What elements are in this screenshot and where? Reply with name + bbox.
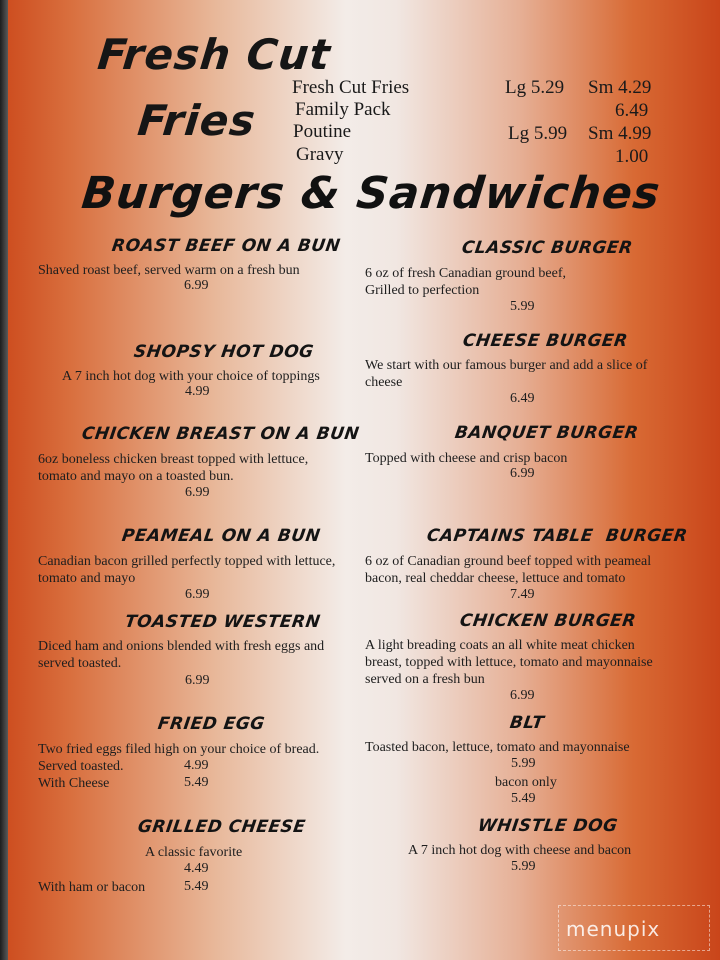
item-option-label: Served toasted. xyxy=(38,759,124,774)
section-title: Burgers & Sandwiches xyxy=(79,168,663,219)
item-description: A 7 inch hot dog with your choice of toppings xyxy=(62,369,320,384)
item-description: A 7 inch hot dog with cheese and bacon xyxy=(408,843,632,858)
item-title: CHEESE BURGER xyxy=(461,331,630,351)
item-title: CAPTAINS TABLE BURGER xyxy=(425,526,689,546)
item-price: 6.99 xyxy=(185,673,210,688)
item-price: 7.49 xyxy=(510,587,535,602)
item-price: 6.99 xyxy=(185,485,210,500)
item-title: PEAMEAL ON A BUN xyxy=(120,526,322,546)
item-description: Shaved roast beef, served warm on a fresh bun xyxy=(38,263,300,278)
item-option-label: bacon only xyxy=(495,775,557,790)
item-price: 5.99 xyxy=(511,756,536,771)
item-title: FRIED EGG xyxy=(156,714,267,734)
fries-item-lg-price: Lg 5.29 xyxy=(505,77,565,98)
item-option-price: 5.49 xyxy=(511,791,536,806)
item-description: We start with our famous burger and add a slice of cheese xyxy=(365,358,648,390)
item-title: GRILLED CHEESE xyxy=(136,817,307,837)
fries-item-price: 1.00 xyxy=(615,146,649,167)
item-price: 5.99 xyxy=(511,859,536,874)
fries-item-name: Family Pack xyxy=(295,99,391,120)
fries-item-name: Poutine xyxy=(293,121,352,142)
fries-item-name: Gravy xyxy=(296,144,344,165)
item-title: CHICKEN BREAST ON A BUN xyxy=(80,424,361,444)
item-title: ROAST BEEF ON A BUN xyxy=(110,236,342,256)
item-price: 6.99 xyxy=(510,688,535,703)
item-description: 6 oz of Canadian ground beef topped with peameal bacon, real cheddar cheese, lettuce and tomato xyxy=(365,554,652,586)
item-description: Topped with cheese and crisp bacon xyxy=(365,451,568,466)
item-title: CLASSIC BURGER xyxy=(460,238,634,258)
fries-item-sm-price: Sm 4.99 xyxy=(588,123,652,144)
item-description: Toasted bacon, lettuce, tomato and mayonnaise xyxy=(365,740,630,755)
fries-title-line2: Fries xyxy=(135,96,259,145)
item-option-label: With Cheese xyxy=(38,776,110,791)
fries-item-sm-price: Sm 4.29 xyxy=(588,77,652,98)
item-option-label: With ham or bacon xyxy=(38,880,146,895)
item-description: Two fried eggs filed high on your choice of bread. xyxy=(38,742,320,757)
item-title: BLT xyxy=(508,713,546,733)
fries-item-price: 6.49 xyxy=(615,100,649,121)
item-option-price: 5.49 xyxy=(184,775,209,790)
item-price: 6.99 xyxy=(185,587,210,602)
watermark-logo: menupix xyxy=(566,917,661,941)
fries-title-line1: Fresh Cut xyxy=(95,30,334,79)
item-price: 5.99 xyxy=(510,299,535,314)
item-description: Canadian bacon grilled perfectly topped with lettuce, tomato and mayo xyxy=(38,554,336,586)
item-description: 6 oz of fresh Canadian ground beef, Grilled to perfection xyxy=(365,266,566,298)
item-option-price: 5.49 xyxy=(184,879,209,894)
item-description: 6oz boneless chicken breast topped with lettuce, tomato and mayo on a toasted bun. xyxy=(38,452,309,484)
fries-item-name: Fresh Cut Fries xyxy=(292,77,410,98)
item-description: Diced ham and onions blended with fresh eggs and served toasted. xyxy=(38,639,325,671)
item-price: 4.99 xyxy=(185,384,210,399)
item-price: 4.49 xyxy=(184,861,209,876)
item-price: 6.99 xyxy=(184,278,209,293)
item-price: 6.99 xyxy=(510,466,535,481)
item-title: CHICKEN BURGER xyxy=(458,611,638,631)
item-title: BANQUET BURGER xyxy=(453,423,640,443)
item-title: SHOPSY HOT DOG xyxy=(132,342,315,362)
item-option-price: 4.99 xyxy=(184,758,209,773)
fries-item-lg-price: Lg 5.99 xyxy=(508,123,568,144)
item-description: A classic favorite xyxy=(145,845,243,860)
item-title: WHISTLE DOG xyxy=(476,816,619,836)
item-price: 6.49 xyxy=(510,391,535,406)
item-description: A light breading coats an all white meat chicken breast, topped with lettuce, tomato and mayonnaise served on a fresh bun xyxy=(365,638,653,687)
watermark-frame xyxy=(558,905,710,951)
item-title: TOASTED WESTERN xyxy=(123,612,322,632)
